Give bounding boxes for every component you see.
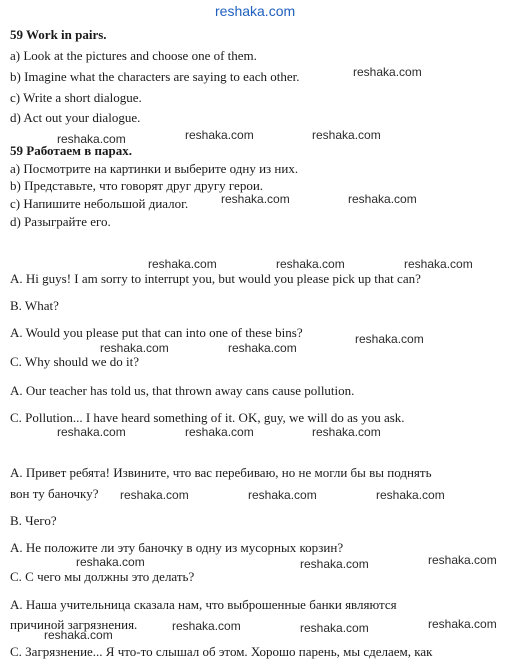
dialogue-line-ru: А. Привет ребята! Извините, что вас перебиваю, но не могли бы вы поднять (10, 465, 432, 480)
site-watermark-top: reshaka.com (215, 3, 296, 19)
dialogue-line-ru: причиной загрязнения. (10, 617, 138, 632)
site-watermark: reshaka.com (248, 488, 317, 502)
site-watermark: reshaka.com (276, 257, 345, 271)
site-watermark: reshaka.com (100, 341, 169, 355)
site-watermark: reshaka.com (120, 488, 189, 502)
dialogue-line-ru: А. Не положите ли эту баночку в одну из мусорных корзин? (10, 540, 344, 555)
dialogue-line-en: A. Our teacher has told us, that thrown away cans cause pollution. (10, 383, 355, 398)
task-item-en: c) Write a short dialogue. (10, 90, 142, 105)
site-watermark: reshaka.com (57, 132, 126, 146)
dialogue-line-ru: вон ту баночку? (10, 486, 99, 501)
site-watermark: reshaka.com (148, 257, 217, 271)
exercise-title-en: 59 Work in pairs. (10, 27, 107, 42)
dialogue-line-ru: А. Наша учительница сказала нам, что выброшенные банки являются (10, 597, 397, 612)
site-watermark: reshaka.com (57, 425, 126, 439)
task-item-en: b) Imagine what the characters are saying to each other. (10, 69, 300, 84)
site-watermark: reshaka.com (185, 128, 254, 142)
site-watermark: reshaka.com (428, 617, 497, 631)
site-watermark: reshaka.com (185, 425, 254, 439)
site-watermark: reshaka.com (353, 65, 422, 79)
dialogue-line-ru: С. С чего мы должны это делать? (10, 569, 195, 584)
dialogue-line-en: A. Would you please put that can into one of these bins? (10, 325, 303, 340)
dialogue-line-en: C. Pollution... I have heard something of it. OK, guy, we will do as you ask. (10, 410, 405, 425)
site-watermark: reshaka.com (228, 341, 297, 355)
site-watermark: reshaka.com (76, 555, 145, 569)
dialogue-line-en: C. Why should we do it? (10, 354, 140, 369)
task-item-ru: d) Разыграйте его. (10, 214, 111, 229)
site-watermark: reshaka.com (44, 628, 113, 642)
task-item-ru: а) Посмотрите на картинки и выберите одну из них. (10, 161, 299, 176)
task-item-en: a) Look at the pictures and choose one of them. (10, 48, 257, 63)
site-watermark: reshaka.com (355, 332, 424, 346)
site-watermark: reshaka.com (428, 553, 497, 567)
site-watermark: reshaka.com (312, 425, 381, 439)
exercise-title-ru: 59 Работаем в парах. (10, 143, 133, 158)
task-item-en: d) Act out your dialogue. (10, 110, 141, 125)
task-item-ru: с) Напишите небольшой диалог. (10, 196, 189, 211)
dialogue-line-ru: В. Чего? (10, 513, 57, 528)
site-watermark: reshaka.com (348, 192, 417, 206)
site-watermark: reshaka.com (404, 257, 473, 271)
dialogue-line-ru: С. Загрязнение... Я что-то слышал об этом. Хорошо парень, мы сделаем, как (10, 644, 433, 659)
site-watermark: reshaka.com (172, 619, 241, 633)
site-watermark: reshaka.com (312, 128, 381, 142)
task-item-ru: b) Представьте, что говорят друг другу герои. (10, 178, 264, 193)
site-watermark: reshaka.com (300, 621, 369, 635)
site-watermark: reshaka.com (221, 192, 290, 206)
site-watermark: reshaka.com (376, 488, 445, 502)
site-watermark: reshaka.com (300, 557, 369, 571)
dialogue-line-en: B. What? (10, 298, 59, 313)
dialogue-line-en: A. Hi guys! I am sorry to interrupt you, but would you please pick up that can? (10, 271, 421, 286)
